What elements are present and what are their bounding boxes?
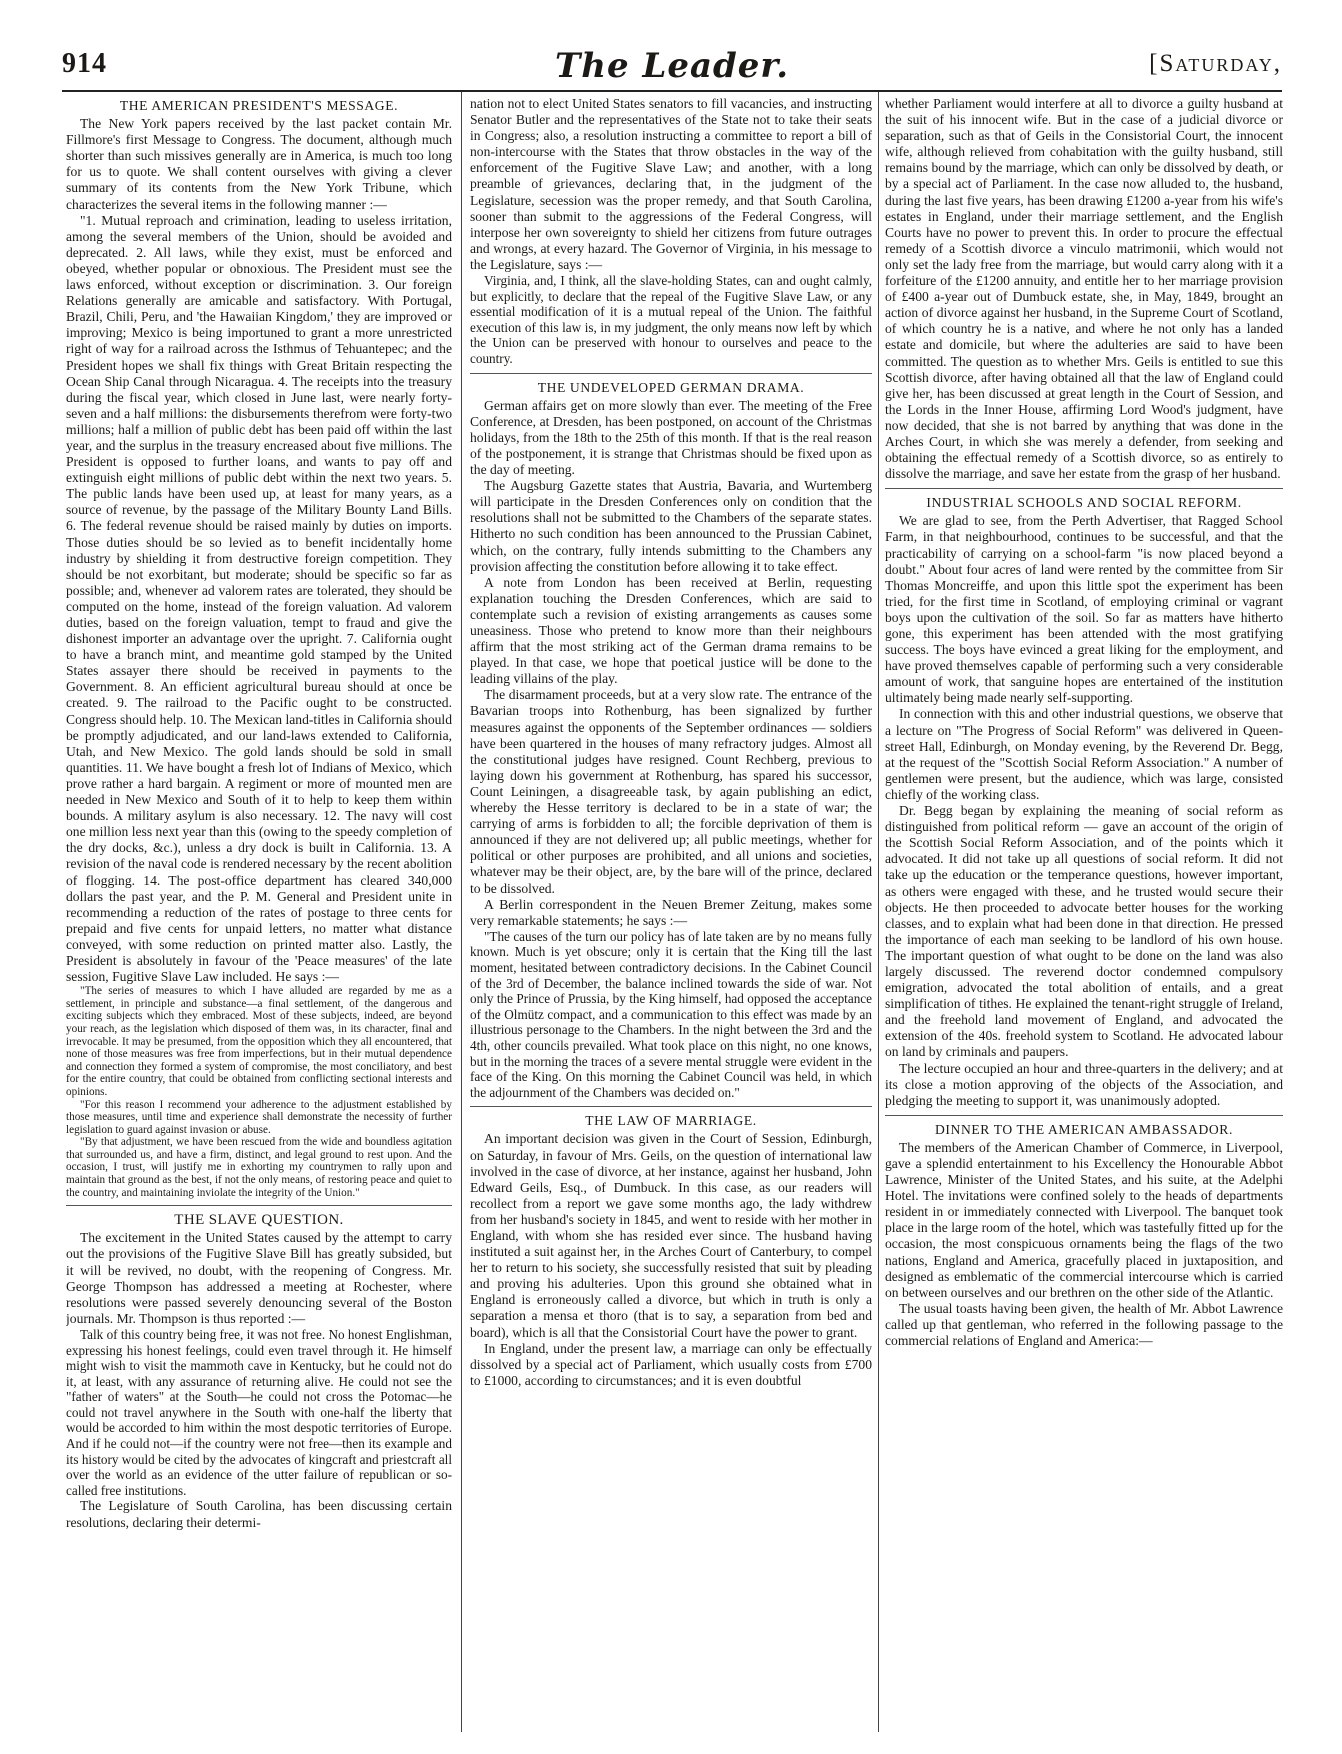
column-1 (66, 96, 452, 1732)
paragraph: A note from London has been received at Berlin, requesting explanation touching the Dresden Conferences, which are said to contemplate such a revision of existing arrangements as causes some uneasiness. Those who pretend to know more than their neighbours affirm that the most striking act of the German drama remains to be played. In that case, we hope that poetical justice will be done to the leading villains of the play. (470, 574, 872, 687)
paragraph: nation not to elect United States senators to fill vacancies, and instructing Senator Butler and the representatives of the State not to take their seats in Congress; also, a resolution instructing a committee to report a bill of non-intercourse with the States that throw obstacles in the way of the enforcement of the Fugitive Slave Law; and another, with a long preamble of grievances, declaring that, in the judgment of the Legislature, secession was the proper remedy, and that South Carolina, sooner than submit to the aggressions of the Federal Congress, will interpose her own sovereignty to shield her citizens from future outrages and wrongs, at every hazard. The Governor of Virginia, in his message to the Legislature, says :— (470, 96, 872, 272)
column-2 (470, 96, 872, 1732)
article-title: THE AMERICAN PRESIDENT'S MESSAGE. (119, 98, 399, 113)
paragraph: "1. Mutual reproach and crimination, leading to useless irritation, among the several members of the Union, should be avoided and deprecated. 2. All laws, while they exist, must be enforced and obeyed, whether popular or obnoxious. The President must see the laws enforced, without exception or discrimination. 3. Our foreign Relations generally are amicable and satisfactory. With Portugal, Brazil, Chili, Peru, and 'the Hawaiian Kingdom,' they are improved or improving; Mexico is being importuned to grant a more unrestricted right of way for a railroad across the Isthmus of Tehuantepec; and the President hopes we shall fix things with Great Britain respecting the Ocean Ship Canal through Nicaragua. 4. The receipts into the treasury during the fiscal year, which closed in June last, were nearly forty-seven and a half millions: the disbursements therefrom were forty-two millions; half a million of public debt has been paid off within the last year, and the surplus in the treasury encreased about five millions. The President is opposed to further loans, and wants to pay off and extinguish eight millions of public debt within the next two years. 5. The public lands have been used up, at least for many years, as a source of revenue, by the passage of the Military Bounty Land Bills. 6. The federal revenue should be raised mainly by duties on imports. Those duties should be so levied as to benefit incidentally home industry by shielding it from destructive foreign competition. They should be not exorbitant, but moderate; should be specific so far as possible; and, whenever ad valorem rates are tolerated, they should be computed on the home, instead of the foreign valuation. Ad valorem duties, based on the foreign valuation, tempt to fraud and give the dishonest importer an advantage over the upright. 7. California ought to have a branch mint, and meantime gold stamped by the United States assayer there should be received in payments to the Government. 8. An efficient agricultural bureau should at once be created. 9. The railroad to the Pacific ought to be constructed. Congress should help. 10. The Mexican land-titles in California should be promptly adjudicated, and our land-laws extended to California, Utah, and New Mexico. The gold lands should be sold in small quantities. 11. We have bought a fresh lot of Indians of Mexico, which prove rather a hard bargain. A regiment or more of mounted men are needed in New Mexico and South of it to help to keep them within bounds. A military asylum is also necessary. 12. The navy will cost one million less next year than this (owing to the speedy completion of the dry docks, &c.), unless a dry dock is built in California. 13. A revision of the naval code is rendered necessary by the recent abolition of flogging. 14. The post-office department has cleared 340,000 dollars the past year, and the P. M. General and President unite in recommending a reduction of the rates of postage to three cents for prepaid and five cents for unpaid letters, no matter what distance conveyed, with some reduction on printed matter also. Lastly, the President is absolutely in favour of the 'Peace measures' of the late session, Fugitive Slave Law included. He says :— (66, 212, 452, 985)
paragraph: whether Parliament would interfere at all to divorce a guilty husband at the suit of his innocent wife. But in the case of a judicial divorce or separation, such as that of Geils in the Consistorial Court, the innocent wife, although relieved from cohabitation with the guilty husband, still remains bound by the marriage, which can only be dissolved by death, or by a special act of Parliament. In the case now alluded to, the husband, during the last five years, has been drawing £1200 a-year from his wife's estates in England, under their marriage settlement, and the English Courts have no power to prevent this. In order to procure the effectual remedy of a Scottish divorce a vinculo matrimonii, which would not only set the lady free from the marriage, but would carry along with it a forfeiture of the £1200 annuity, and entitle her to her marriage provision of £400 a-year out of Dumbuck estate, she, in May, 1849, brought an action of divorce against her husband, in the Supreme Court of Scotland, of which country he is a native, and where he not only has a landed estate and domicile, but where the adulteries are said to have been committed. The question as to whether Mrs. Geils is entitled to sue this Scottish divorce, after having obtained all that the law of England could give her, has been discussed at great length in the Court of Session, and the Lords in the Inner House, affirming Lord Wood's judgment, have now decided, that she is not barred by anything that was done in the Arches Court, in which she was merely a defender, from seeking and obtaining the effectual remedy of a Scottish divorce, so as entirely to dissolve the marriage, and save her estate from the grasp of her husband. (885, 96, 1283, 482)
quoted-paragraph: Talk of this country being free, it was not free. No honest Englishman, expressing his honest feelings, could even travel through it. He himself might wish to visit the mammoth cave in Kentucky, but he could not do it, at least, with any assurance of returning alive. He could not see the "father of waters" at the South—he could not cross the Potomac—he could not travel anywhere in the South with one-half the liberty that would be accorded to him within the most despotic territories of Europe. And if he could not—if the country were not free—then its example and its history would be cited by the advocates of kingcraft and priestcraft all over the world as an evidence of the utter failure of republican or so-called free institutions. (66, 1326, 452, 1498)
paragraph: We are glad to see, from the Perth Advertiser, that Ragged School Farm, in that neighbourhood, continues to be successful, and that the practicability of carrying on a school-farm "is now placed beyond a doubt." About four acres of land were rented by the committee from Sir Thomas Moncreiffe, and upon this little spot the experiment has been tried, for the first time in Scotland, of employing criminal or vagrant boys upon the cultivation of the soil. So far as matters have hitherto gone, this experiment has been attended with the most gratifying success. The boys have evinced a great liking for the employment, and have proved themselves capable of performing such a very considerable amount of work, that sanguine hopes are entertained of the institution ultimately being made nearly self-supporting. (885, 513, 1283, 706)
header-rule (62, 90, 1282, 92)
column-divider (878, 92, 879, 1732)
quoted-paragraph: "The causes of the turn our policy has of late taken are by no means fully known. Much is yet obscure; only it is certain that the King till the last moment, hesitated between contradictory decisions. In the Cabinet Council of the 3rd of December, the balance inclined towards the side of war. Not only the Prince of Prussia, by the King himself, had opposed the acceptance of the Olmütz compact, and a communication to this effect was made by an illustrious personage to the Chambers. In the night between the 3rd and the 4th, other councils prevailed. What took place on this night, no one knows, but in the morning the traces of a severe mental struggle were evident in the face of the King. On this morning the Cabinet Council was held, in which the adjournment of the Chambers was decided on." (470, 928, 872, 1100)
article-title: THE LAW OF MARRIAGE. (585, 1113, 757, 1129)
section-divider (66, 1205, 452, 1206)
masthead: The Leader. (554, 46, 790, 86)
paragraph: In connection with this and other industrial questions, we observe that a lecture on "The Progress of Social Reform" was delivered in Queen-street Hall, Edinburgh, on Monday evening, by the Reverend Dr. Begg, at the request of the "Scottish Social Reform Association." A number of gentlemen were present, but the audience, which was large, consisted chiefly of the working class. (885, 706, 1283, 802)
article-title: THE UNDEVELOPED GERMAN DRAMA. (537, 379, 805, 395)
column-divider (461, 92, 462, 1732)
dateline: [Saturday, (1149, 50, 1282, 77)
article-title: THE SLAVE QUESTION. (174, 1212, 344, 1229)
paragraph: The disarmament proceeds, but at a very slow rate. The entrance of the Bavarian troops into Rothenburg, has been signalized by further measures against the opponents of the September ordinances — soldiers have been quartered in the houses of many refractory judges. Almost all the constitutional judges have resigned. Count Rechberg, previous to laying down his government at Rothenburg, has spared his successor, Count Leiningen, a disagreeable task, by again publishing an edict, whereby the Hesse territory is declared to be in a state of war; the carrying of arms is forbidden to all; the forcible deprivation of them is announced if they are not delivered up; all public meetings, whether for political or other purposes are prohibited, and all unions and societies, whatever may be their object, are, by the bare will of the prince, declared to be dissolved. (470, 687, 872, 896)
paragraph: The excitement in the United States caused by the attempt to carry out the provisions of the Fugitive Slave Bill has greatly subsided, but it will be revived, no doubt, with the reopening of Congress. Mr. George Thompson has addressed a meeting at Rochester, where resolutions were passed severely denouncing several of the Boston journals. Mr. Thompson is thus reported :— (66, 1230, 452, 1326)
paragraph: A Berlin correspondent in the Neuen Bremer Zeitung, makes some very remarkable statements; he says :— (470, 896, 872, 928)
page-header (62, 48, 1282, 88)
paragraph: An important decision was given in the Court of Session, Edinburgh, on Saturday, in favour of Mrs. Geils, on the question of international law involved in the case of divorce, at her instance, against her husband, John Edward Geils, Esq., of Dumbuck. In this case, as our readers will recollect from a report we gave some months ago, the lady withdrew from her husband's society in 1845, and went to reside with her mother in England, with whom she has resided ever since. The husband having instituted a suit against her, in the Arches Court of Canterbury, to compel her to return to his society, she successfully resisted that suit by pleading and proving his adulteries. Upon this ground she obtained what in England is erroneously called a divorce, but which in truth is only a separation a mensa et thoro (that is to say, a separation from bed and board), which is all that the Consistorial Court have the power to grant. (470, 1131, 872, 1340)
article-title: INDUSTRIAL SCHOOLS AND SOCIAL REFORM. (926, 495, 1242, 511)
paragraph: In England, under the present law, a marriage can only be effectually dissolved by a special act of Parliament, which usually costs from £700 to £1000, according to circumstances; and it is even doubtful (470, 1340, 872, 1388)
paragraph: The Augsburg Gazette states that Austria, Bavaria, and Wurtemberg will participate in the Dresden Conferences only on condition that the resolutions shall not be submitted to the Chambers of the separate states. Hitherto no such condition has been announced to the Prussian Cabinet, which, on the contrary, fully intends submitting to the Chambers any provision affecting the constitution before allowing it to take effect. (470, 478, 872, 574)
paragraph: The members of the American Chamber of Commerce, in Liverpool, gave a splendid entertainment to his Excellency the Honourable Abbot Lawrence, Minister of the United States, and his suite, at the Adelphi Hotel. The invitations were confined solely to the heads of departments resident in or immediately connected with Liverpool. The banquet took place in the large room of the hotel, which was tastefully fitted up for the occasion, the most conspicuous ornaments being the flags of the two nations, England and America, gracefully placed in juxtaposition, and designed as emblematic of the commercial intercourse which is carried on between ourselves and our brethren on the other side of the Atlantic. (885, 1139, 1283, 1300)
section-divider (470, 373, 872, 374)
quoted-paragraph: "By that adjustment, we have been rescued from the wide and boundless agitation that surrounded us, and have a firm, distinct, and legal ground to rest upon. And the occasion, I trust, will justify me in exhorting my countrymen to rally upon and maintain that ground as the best, if not the only means, of restoring peace and quiet to the country, and maintaining inviolate the integrity of the Union." (66, 1136, 452, 1199)
page-number: 914 (62, 48, 107, 79)
section-divider (470, 1106, 872, 1107)
section-divider (885, 1115, 1283, 1116)
paragraph: The usual toasts having been given, the health of Mr. Abbot Lawrence called up that gentleman, who referred in the following passage to the commercial relations of England and America:— (885, 1300, 1283, 1349)
paragraph: The Legislature of South Carolina, has been discussing certain resolutions, declaring their determi- (66, 1498, 452, 1530)
paragraph: Dr. Begg began by explaining the meaning of social reform as distinguished from political reform — gave an account of the origin of the Scottish Social Reform Association, and of the points which it advocated. It did not take up all questions of social reform. It did not take up the education or the temperance questions, however important, as others were engaged with these, and he trusted would secure their objects. He then proceeded to advocate better houses for the working classes, and to explain what had been done in that direction. He pressed the importance of each man seeking to be landlord of his own house. The important question of what ought to be done on the land was also largely discussed. The reverend doctor condemned compulsory emigration, advocated the total abolition of entails, and a great simplification of tithes. He explained the tenant-right struggle of Ireland, and the freehold land movement of England, and advocated the extension of the 40s. freehold system to Scotland. He advocated labour on land by criminals and paupers. (885, 803, 1283, 1060)
quoted-paragraph: "For this reason I recommend your adherence to the adjustment established by those measures, until time and experience shall demonstrate the necessity of further legislation to guard against invasion or abuse. (66, 1098, 452, 1136)
paragraph: The New York papers received by the last packet contain Mr. Fillmore's first Message to Congress. The document, although much shorter than such missives generally are in America, is much too long for us to quote. We shall content ourselves with giving a clever summary of its contents from the New York Tribune, which characterizes the several items in the following manner :— (66, 116, 452, 212)
section-divider (885, 488, 1283, 489)
quoted-paragraph: Virginia, and, I think, all the slave-holding States, can and ought calmly, but explicitly, to declare that the repeal of the Fugitive Slave Law, or any essential modification of it is a mutual repeal of the Union. The faithful execution of this law is, in my judgment, the only means now left by which the Union can be preserved with honour to ourselves and peace to the country. (470, 273, 872, 366)
paragraph: German affairs get on more slowly than ever. The meeting of the Free Conference, at Dresden, has been postponed, on account of the Christmas holidays, from the 18th to the 25th of this month. If that is the real reason of the postponement, it is strange that Christmas should be fixed upon as the day of meeting. (470, 397, 872, 478)
paragraph: The lecture occupied an hour and three-quarters in the delivery; and at its close a motion approving of the objects of the Association, and pledging the meeting to support it, was unanimously adopted. (885, 1060, 1283, 1108)
column-3 (885, 96, 1283, 1732)
article-title: DINNER TO THE AMERICAN AMBASSADOR. (935, 1121, 1233, 1137)
quoted-paragraph: "The series of measures to which I have alluded are regarded by me as a settlement, in principle and substance—a final settlement, of the dangerous and exciting subjects which they embraced. Most of these subjects, indeed, are beyond your reach, as the legislation which disposed of them was, in its character, final and irrevocable. It may be presumed, from the opposition which they all encountered, that none of those measures was free from imperfections, but in their mutual dependence and connection they formed a system of compromise, the most conciliatory, and best for the entire country, that could be obtained from conflicting sectional interests and opinions. (66, 985, 452, 1098)
